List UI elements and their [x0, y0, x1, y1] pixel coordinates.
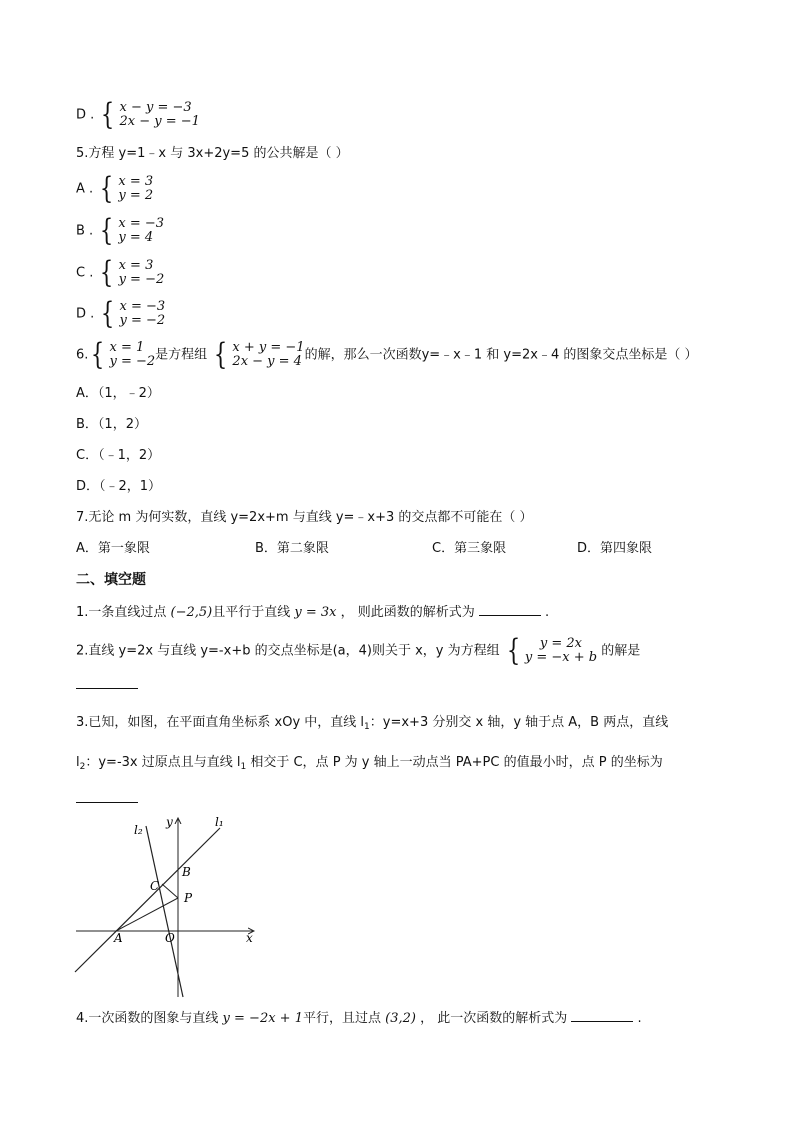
q6-option-b: B．（1，2）	[76, 417, 147, 432]
q5-option-c: C . { x = 3 y = −2	[76, 255, 165, 290]
fill-q2-blank-line	[76, 676, 138, 695]
q6-stem: 6. { x = 1 y = −2 是方程组 { x + y = −1 2x − y = 4 的解，那么一次函数y=﹣x﹣1 和 y=2x﹣4 的图象交点坐标是（ ）	[76, 337, 698, 372]
q5-option-a: A . { x = 3 y = 2	[76, 171, 154, 206]
q6-option-a: A．（1，﹣2）	[76, 386, 160, 401]
q7-option-b: B．第二象限	[255, 541, 329, 556]
section-title: 二、填空题	[76, 572, 146, 588]
equation: x = 3	[118, 174, 154, 189]
equation: y = 2	[118, 188, 154, 203]
stem-text: 相交于 C，点 P 为 y 轴上一动点当 PA+PC 的值最小时，点 P 的坐标为	[246, 755, 663, 770]
answer-blank[interactable]	[571, 1009, 633, 1022]
label-x: x	[246, 931, 253, 945]
q6-option-d: D．（﹣2，1）	[76, 479, 162, 494]
fill-q4	[76, 1009, 642, 1028]
equation-system	[98, 97, 200, 132]
segment-pc	[162, 884, 178, 898]
equation: 2x − y = −1	[119, 114, 200, 129]
equation: y = −x + b	[524, 650, 598, 665]
fill-q3-line1	[76, 714, 668, 736]
equation: y = 2x	[539, 636, 583, 651]
equation: x = 1	[109, 340, 145, 355]
label-a: A	[114, 931, 123, 945]
stem-text: 的解，那么一次函数y=﹣x﹣1 和 y=2x﹣4 的图象交点坐标是（ ）	[304, 347, 698, 363]
stem-text: ：y=x+3 分别交 x 轴，y 轴于点 A，B 两点，直线	[369, 715, 669, 730]
stem-text: 的解是	[597, 643, 641, 659]
q6-option-c: C．（﹣1，2）	[76, 448, 161, 463]
answer-blank[interactable]	[76, 790, 138, 803]
option-label: D .	[76, 306, 95, 322]
equation: x + y = −1	[232, 340, 305, 355]
q5-option-b: B . { x = −3 y = 4	[76, 213, 165, 248]
label-b: B	[182, 865, 191, 879]
question-number: 6.	[76, 347, 89, 363]
equation: y = −2	[118, 272, 165, 287]
equation: y = −2	[119, 313, 166, 328]
q7-option-d: D．第四象限	[577, 541, 653, 556]
stem-text: 平行，且过点	[302, 1011, 386, 1026]
q5-option-d: D . { x = −3 y = −2	[76, 296, 166, 331]
stem-text: ：y=-3x 过原点且与直线 l	[85, 755, 241, 770]
label-o: O	[165, 931, 175, 945]
fill-q3-blank-line	[76, 790, 138, 809]
q4-option-d	[76, 97, 200, 132]
stem-text: 4.一次函数的图象与直线	[76, 1011, 223, 1026]
fill-q3-line2	[76, 754, 663, 776]
option-label: C .	[76, 265, 94, 281]
label-y: y	[166, 815, 173, 829]
math-line: y = 3x	[294, 605, 337, 620]
math-line: y = −2x + 1	[222, 1011, 303, 1026]
q5-stem: 5.方程 y=1﹣x 与 3x+2y=5 的公共解是（ ）	[76, 146, 349, 161]
equation: x = 3	[118, 258, 154, 273]
option-label: B .	[76, 223, 94, 239]
stem-text: .	[540, 605, 550, 620]
math-point: (−2,5)	[170, 605, 213, 620]
stem-text: .	[633, 1011, 642, 1026]
q7-option-c: C．第三象限	[432, 541, 507, 556]
q7-option-a: A．第一象限	[76, 541, 150, 556]
fill-q2: 2.直线 y=2x 与直线 y=-x+b 的交点坐标是(a，4)则关于 x，y 为方程组 { y = 2x y = −x + b 的解是	[76, 633, 641, 668]
equation: 2x − y = 4	[232, 354, 302, 369]
answer-blank[interactable]	[479, 603, 541, 616]
label-l1: l₁	[215, 815, 224, 829]
label-p: P	[184, 891, 193, 905]
stem-text: 3.已知，如图，在平面直角坐标系 xOy 中，直线 l	[76, 715, 365, 730]
equation: x = −3	[119, 299, 166, 314]
stem-text: 是方程组	[155, 347, 208, 363]
option-label: D .	[76, 107, 95, 123]
stem-text: ， 此一次函数的解析式为	[415, 1011, 572, 1026]
label-c: C	[150, 879, 160, 893]
answer-blank[interactable]	[76, 676, 138, 689]
subscript: 2	[79, 762, 86, 772]
label-l2: l₂	[134, 823, 143, 837]
stem-text: 且平行于直线	[212, 605, 295, 620]
subscript: 1	[364, 722, 370, 732]
subscript: 1	[240, 762, 247, 772]
equation: y = 4	[118, 230, 154, 245]
line-l2	[146, 826, 183, 997]
line-l1	[75, 828, 220, 972]
stem-text: 2.直线 y=2x 与直线 y=-x+b 的交点坐标是(a，4)则关于 x，y 为方程组	[76, 643, 504, 659]
equation: y = −2	[109, 354, 156, 369]
equation: x − y = −3	[119, 100, 192, 115]
equation: x = −3	[118, 216, 165, 231]
q7-stem: 7.无论 m 为何实数，直线 y=2x+m 与直线 y=﹣x+3 的交点都不可能在（ ）	[76, 510, 533, 525]
segment-pa	[116, 898, 178, 931]
coordinate-figure	[70, 812, 270, 1002]
stem-text: l	[76, 755, 80, 770]
option-label: A .	[76, 181, 94, 197]
stem-text: 1.一条直线过点	[76, 605, 171, 620]
fill-q1	[76, 603, 549, 622]
brace: {	[101, 97, 115, 132]
math-point: (3,2)	[385, 1011, 416, 1026]
stem-text: ， 则此函数的解析式为	[336, 605, 479, 620]
